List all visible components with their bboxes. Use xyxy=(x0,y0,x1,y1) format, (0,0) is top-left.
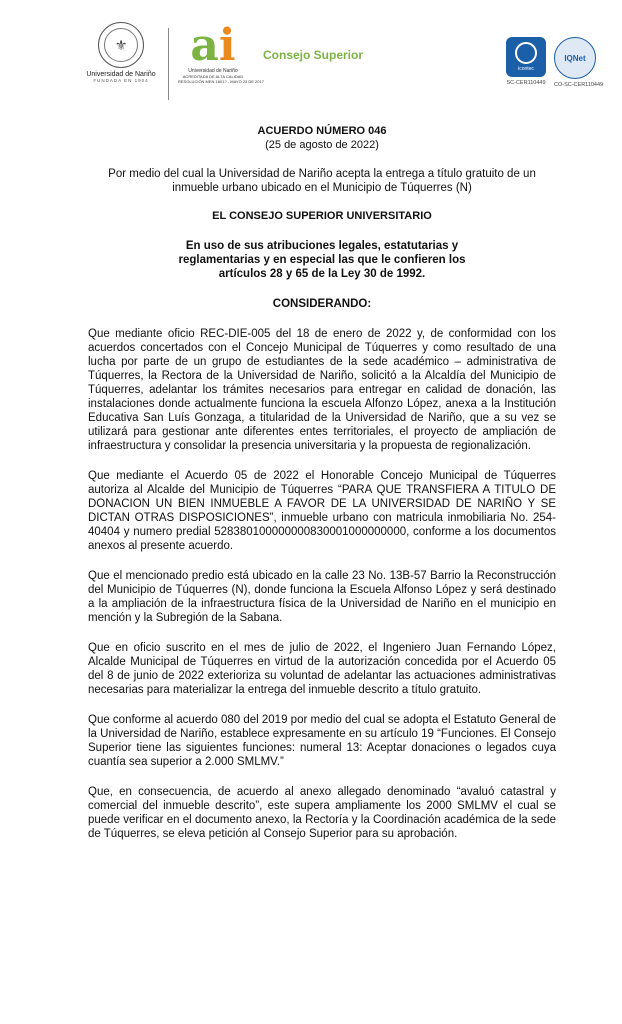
icontec-certification xyxy=(506,37,546,86)
document-body xyxy=(88,122,556,841)
council-heading: EL CONSEJO SUPERIOR UNIVERSITARIO xyxy=(212,210,432,222)
cert2-code: CO-SC-CER110449 xyxy=(554,82,604,88)
header-divider xyxy=(168,28,169,100)
university-founded: FUNDADA EN 1904 xyxy=(93,78,149,83)
university-name: Universidad de Nariño xyxy=(86,71,156,78)
powers-statement: En uso de sus atribuciones legales, estatutarias y reglamentarias y en especial las que le confieren los artículos 28 y 65 de la Ley 30 de 1992. xyxy=(178,240,466,280)
ai-logo-subtitle: Universidad de Nariño xyxy=(188,68,238,74)
considerando-heading: CONSIDERANDO: xyxy=(272,298,372,310)
council-label: Consejo Superior xyxy=(263,48,364,62)
university-seal-icon: ⚜ xyxy=(98,22,144,68)
document-date: (25 de agosto de 2022) xyxy=(265,139,379,151)
ai-logo-accreditation: ACREDITADA DE ALTA CALIDAD xyxy=(182,74,244,79)
ai-logo-resolution: RESOLUCIÓN MEN 1601? - MAYO 23 DE 2017 xyxy=(178,79,264,84)
paragraph-6: Que, en consecuencia, de acuerdo al anexo allegado denominado “avaluó catastral y comercial del inmueble descrito”, este supera ampliamente los 2000 SMLMV el cual se puede verificar en el documento anexo, la Rectoría y la Coordinación académica de la sede de Túquerres, se eleva petición al Consejo Superior para su aprobación. xyxy=(88,786,556,840)
paragraph-5: Que conforme al acuerdo 080 del 2019 por medio del cual se adopta el Estatuto General de la Universidad de Nariño, establece expresamente en su artículo 19 “Funciones. El Consejo Superior tiene las siguientes funciones: numeral 13: Aceptar donaciones o legados cuya cuantía sea superior a 2.000 SMLMV.” xyxy=(88,714,556,768)
document-intro: Por medio del cual la Universidad de Nariño acepta la entrega a título gratuito de un inmueble urbano ubicado en el Municipio de Túquerres (N) xyxy=(108,168,536,194)
university-logo xyxy=(86,22,156,83)
iqnet-badge-icon: IQNet xyxy=(554,37,596,79)
iqnet-certification xyxy=(554,37,603,88)
cert1-code: SC-CER110449 xyxy=(506,80,546,86)
paragraph-3: Que el mencionado predio está ubicado en la calle 23 No. 13B-57 Barrio la Reconstrucción del Municipio de Túquerres (N), donde funciona la Escuela Alfonso López y será destinado a la ampliación de la infraestructura física de la Universidad de Nariño en el municipio en mención y la Subregión de la Sabana. xyxy=(88,570,556,624)
paragraph-1: Que mediante oficio REC-DIE-005 del 18 de enero de 2022 y, de conformidad con los acuerdos concertados con el Concejo Municipal de Túquerres y como resultado de una lucha por parte de un grupo de estudiantes de la sede académico – administrativa de Túquerres, la Rectora de la Universidad de Nariño, solicitó a la Alcaldía del Municipio de Túquerres, adelantar los trámites necesarios para entregar en calidad de donación, las instalaciones donde actualmente funciona la escuela Alfonzo López, anexa a la Institución Educativa San Luís Gonzaga, a titularidad de la Universidad de Nariño, que a su vez se utilizará para gestionar ante diferentes entes territoriales, el proyecto de ampliación de infraestructura y consolidar la presencia universitaria y la propuesta de regionalización. xyxy=(88,328,556,452)
icontec-badge-icon: icontec xyxy=(506,37,546,77)
paragraph-2: Que mediante el Acuerdo 05 de 2022 el Honorable Concejo Municipal de Túquerres autoriza al Alcalde del Municipio de Túquerres “PARA QUE TRANSFIERA A TITULO DE DONACION UN BIEN INMUEBLE A FAVOR DE LA UNIVERSIDAD DE NARIÑO Y SE DICTAN OTRAS DISPOSICIONES”, inmueble urbano con matricula inmobiliaria No. 254-40404 y numero predial 528380100000000830001000000000, conforme a los documentos anexos al presente acuerdo. xyxy=(88,470,556,552)
accreditation-logo xyxy=(178,20,264,84)
letterhead xyxy=(0,0,622,115)
document-title: ACUERDO NÚMERO 046 xyxy=(257,125,387,137)
ai-logo-icon: ai xyxy=(190,20,236,71)
paragraph-4: Que en oficio suscrito en el mes de julio de 2022, el Ingeniero Juan Fernando López, Alcalde Municipal de Túquerres en virtud de la autorización concedida por el Acuerdo 05 del 8 de junio de 2022 exterioriza su voluntad de adelantar las actuaciones administrativas necesarias para materializar la entrega del inmueble descrito a título gratuito. xyxy=(88,642,556,696)
